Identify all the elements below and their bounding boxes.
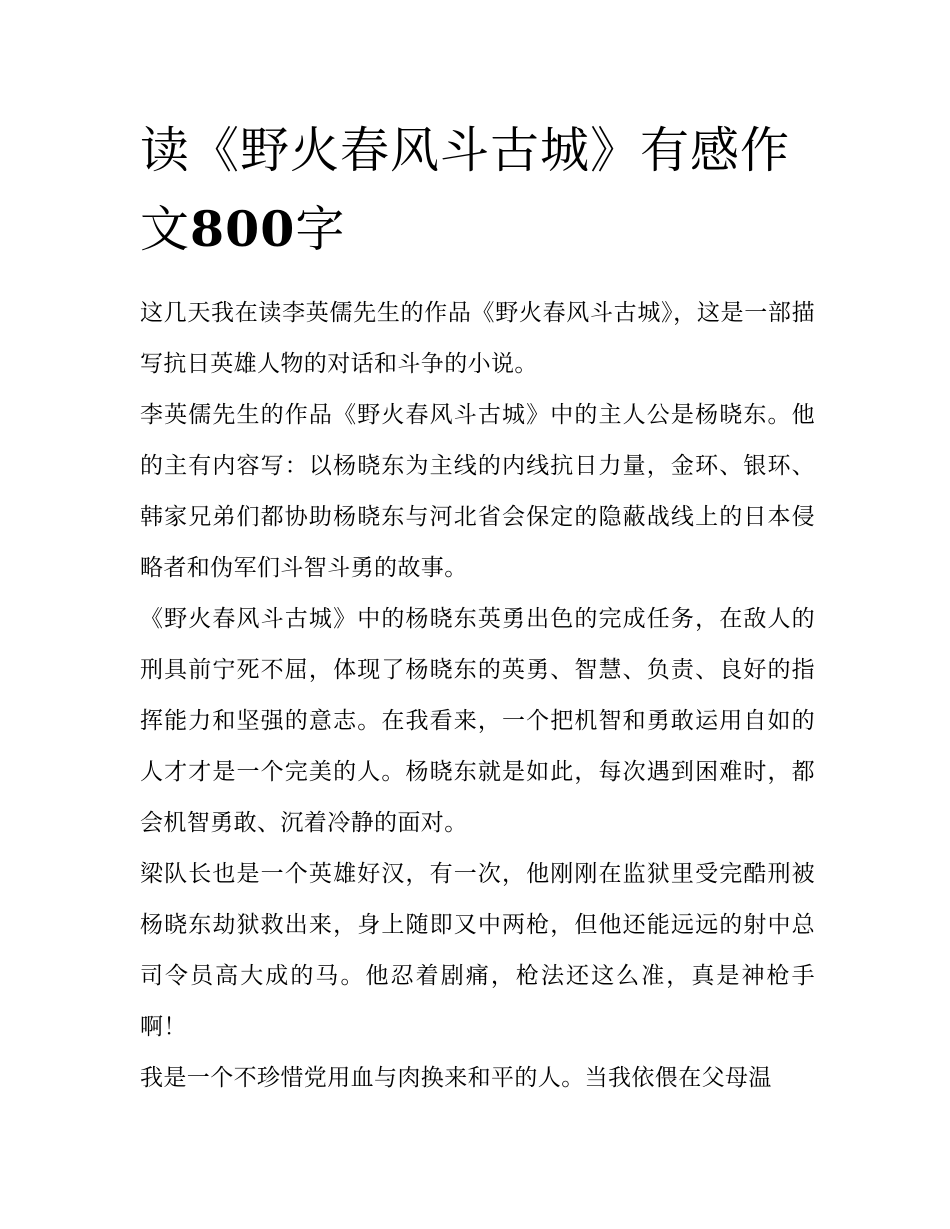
document-page — [140, 112, 815, 1104]
title-suffix: 字 — [295, 201, 346, 258]
paragraph: 《野火春风斗古城》中的杨晓东英勇出色的完成任务，在敌人的刑具前宁死不屈，体现了杨晓东的英勇、智慧、负责、良好的指挥能力和坚强的意志。在我看来，一个把机智和勇敢运用自如的人才才是一个完美的人。杨晓东就是如此，每次遇到困难时，都会机智勇敢、沉着冷静的面对。 — [140, 606, 815, 836]
document-title — [140, 112, 815, 269]
paragraph: 这几天我在读李英儒先生的作品《野火春风斗古城》，这是一部描写抗日英雄人物的对话和斗争的小说。 — [140, 300, 815, 377]
document-body — [140, 288, 815, 1104]
title-number: 800 — [190, 200, 296, 258]
paragraph: 李英儒先生的作品《野火春风斗古城》中的主人公是杨晓东。他的主有内容写：以杨晓东为主线的内线抗日力量，金环、银环、韩家兄弟们都协助杨晓东与河北省会保定的隐蔽战线上的日本侵略者和伪军们斗智斗勇的故事。 — [140, 402, 815, 581]
paragraph: 我是一个不珍惜党用血与肉换来和平的人。当我依偎在父母温 — [140, 1065, 772, 1091]
title-text: 读《野火春风斗古城》有感作文 — [140, 122, 791, 258]
paragraph: 梁队长也是一个英雄好汉，有一次，他刚刚在监狱里受完酷刑被杨晓东劫狱救出来，身上随即又中两枪，但他还能远远的射中总司令员高大成的马。他忍着剧痛，枪法还这么准，真是神枪手啊！ — [140, 861, 815, 1040]
